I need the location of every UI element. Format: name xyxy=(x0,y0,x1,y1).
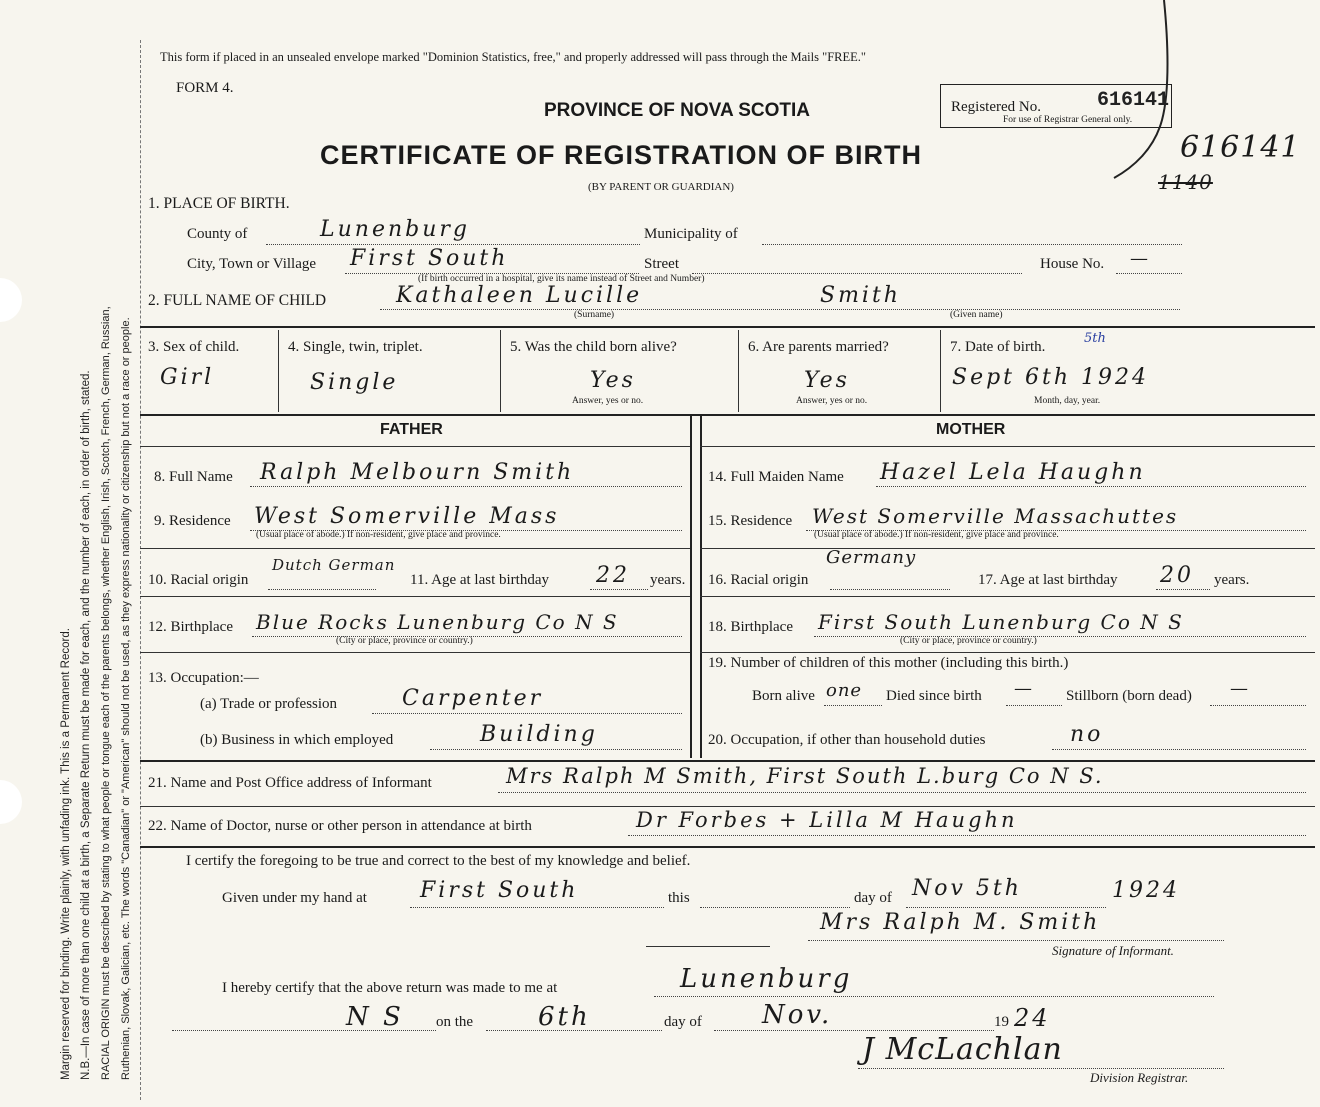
father-birthplace-caption: (City or place, province or country.) xyxy=(336,636,473,646)
father-residence-caption: (Usual place of abode.) If non-resident, give place and province. xyxy=(256,530,501,540)
mother-residence-label: 15. Residence xyxy=(708,513,793,529)
registrar-note: For use of Registrar General only. xyxy=(1003,115,1133,125)
mother-name-value: Hazel Lela Haughn xyxy=(880,460,1146,485)
house-label: House No. xyxy=(1040,256,1105,272)
father-occupation-label: 13. Occupation:— xyxy=(148,670,259,686)
sex-value: Girl xyxy=(160,365,215,390)
died-value: — xyxy=(1014,678,1035,699)
parents-bottom-divider xyxy=(140,760,1315,762)
mother-residence-value: West Somerville Massachuttes xyxy=(812,504,1179,528)
child-name-label: 2. FULL NAME OF CHILD xyxy=(148,292,327,309)
mother-children-label: 19. Number of children of this mother (including this birth.) xyxy=(708,655,1069,671)
father-trade-label: (a) Trade or profession xyxy=(200,696,338,712)
municipality-label: Municipality of xyxy=(644,226,738,242)
given-under-label: Given under my hand at xyxy=(222,890,367,906)
this-label: this xyxy=(668,890,690,906)
registrar-signature: J McLachlan xyxy=(862,1032,1063,1067)
registrar-year-prefix: 19 xyxy=(994,1014,1009,1030)
county-value: Lunenburg xyxy=(320,217,470,242)
house-value: — xyxy=(1130,248,1151,269)
pen-stroke xyxy=(1110,0,1190,180)
father-birthplace-value: Blue Rocks Lunenburg Co N S xyxy=(256,610,619,634)
registrar-day: 6th xyxy=(538,1002,591,1032)
document-title: CERTIFICATE OF REGISTRATION OF BIRTH xyxy=(320,140,922,170)
father-birthplace-label: 12. Birthplace xyxy=(148,619,233,635)
street-label: Street xyxy=(644,256,679,272)
mother-age-label: 17. Age at last birthday xyxy=(978,572,1118,588)
born-alive-value: one xyxy=(826,680,863,701)
racial-origin-note-2: Ruthenian, Slovak, Galician, etc. The words "Canadian" or "American" should not be used, as they express nationality or citizenship but not a race or people. xyxy=(120,317,132,1080)
doctor-value: Dr Forbes + Lilla M Haughn xyxy=(636,808,1018,832)
mother-heading: MOTHER xyxy=(936,421,1006,438)
mother-occupation-value: no xyxy=(1070,722,1104,747)
registrar-year: 24 xyxy=(1014,1004,1051,1032)
alive-label: 5. Was the child born alive? xyxy=(510,339,677,355)
mother-racial-label: 16. Racial origin xyxy=(708,572,809,588)
registered-label: Registered No. xyxy=(951,99,1041,115)
margin-note: Margin reserved for binding. Write plainly, with unfading ink. This is a Permanent Record. xyxy=(60,628,72,1080)
father-age-label: 11. Age at last birthday xyxy=(410,572,549,588)
informant-signature: Mrs Ralph M. Smith xyxy=(820,910,1101,935)
doctor-label: 22. Name of Doctor, nurse or other person in attendance at birth xyxy=(148,818,532,834)
registrar-statement: I hereby certify that the above return was made to me at xyxy=(222,980,558,996)
married-value: Yes xyxy=(804,368,850,393)
dob-correction: 5th xyxy=(1084,331,1106,346)
mother-birthplace-label: 18. Birthplace xyxy=(708,619,793,635)
certification-statement: I certify the foregoing to be true and correct to the best of my knowledge and belief. xyxy=(186,853,691,869)
registered-value: 616141 xyxy=(1097,89,1170,112)
mother-years-label: years. xyxy=(1214,572,1250,588)
given-caption: (Given name) xyxy=(950,310,1003,320)
informant-value: Mrs Ralph M Smith, First South L.burg Co N S. xyxy=(506,764,1104,788)
registered-hand-number: 616141 xyxy=(1180,130,1301,165)
given-day-value: Nov 5th xyxy=(912,876,1022,901)
hospital-note: (If birth occurred in a hospital, give its name instead of Street and Number) xyxy=(418,274,705,284)
stillborn-label: Stillborn (born dead) xyxy=(1066,688,1192,704)
married-caption: Answer, yes or no. xyxy=(796,396,868,406)
dob-caption: Month, day, year. xyxy=(1034,396,1101,406)
father-years-label: years. xyxy=(650,572,686,588)
father-business-label: (b) Business in which employed xyxy=(200,732,394,748)
father-residence-value: West Somerville Mass xyxy=(254,504,560,529)
died-label: Died since birth xyxy=(886,688,982,704)
father-racial-label: 10. Racial origin xyxy=(148,572,249,588)
place-of-birth-label: 1. PLACE OF BIRTH. xyxy=(148,195,290,212)
city-value: First South xyxy=(350,246,509,271)
mother-birthplace-caption: (City or place, province or country.) xyxy=(900,636,1037,646)
surname-caption: (Surname) xyxy=(574,310,615,320)
alive-caption: Answer, yes or no. xyxy=(572,396,644,406)
father-racial-value: Dutch German xyxy=(272,556,396,574)
registrar-caption: Division Registrar. xyxy=(1090,1070,1189,1085)
registrar-place: Lunenburg xyxy=(680,964,853,994)
plurality-label: 4. Single, twin, triplet. xyxy=(288,339,423,355)
father-residence-label: 9. Residence xyxy=(154,513,231,529)
married-label: 6. Are parents married? xyxy=(748,339,889,355)
form-left-border xyxy=(140,40,141,1100)
row-divider-bottom xyxy=(140,414,1315,416)
province-heading: PROVINCE OF NOVA SCOTIA xyxy=(544,100,811,121)
nb-note: N.B.—In case of more than one child at a birth, a Separate Return must be made for each, and the number of each, in order of birth, stated. xyxy=(80,370,92,1080)
binding-margin xyxy=(0,0,135,1107)
father-trade-value: Carpenter xyxy=(402,686,544,711)
father-name-label: 8. Full Name xyxy=(154,469,233,485)
father-name-value: Ralph Melbourn Smith xyxy=(260,460,575,485)
mother-residence-caption: (Usual place of abode.) If non-resident, give place and province. xyxy=(814,530,1059,540)
registered-hand-number-struck: 1140 xyxy=(1158,170,1213,194)
registrar-place-2: N S xyxy=(346,1002,404,1032)
dob-label: 7. Date of birth. xyxy=(950,339,1046,355)
county-label: County of xyxy=(187,226,248,242)
sex-label: 3. Sex of child. xyxy=(148,339,240,355)
stillborn-value: — xyxy=(1230,678,1251,699)
row-divider-top xyxy=(140,326,1315,328)
mail-notice: This form if placed in an unsealed envelope marked "Dominion Statistics, free," and properly addressed will pass through the Mails "FREE." xyxy=(160,50,867,64)
born-alive-label: Born alive xyxy=(752,688,815,704)
document-subtitle: (BY PARENT OR GUARDIAN) xyxy=(588,181,734,193)
city-label: City, Town or Village xyxy=(187,256,317,272)
dob-value: Sept 6th 1924 xyxy=(952,365,1149,390)
informant-label: 21. Name and Post Office address of Informant xyxy=(148,775,432,791)
father-heading: FATHER xyxy=(380,421,443,438)
father-business-value: Building xyxy=(480,722,598,747)
racial-origin-note: RACIAL ORIGIN must be described by stating to what people or tongue each of the parents belongs, whether English, Irish, Scotch, French, German, Russian, xyxy=(100,306,112,1080)
given-place-value: First South xyxy=(420,878,579,903)
on-the-label: on the xyxy=(436,1014,474,1030)
father-age-value: 22 xyxy=(596,563,630,588)
mother-name-label: 14. Full Maiden Name xyxy=(708,469,844,485)
alive-value: Yes xyxy=(590,368,636,393)
given-year-value: 1924 xyxy=(1112,878,1180,903)
form-number: FORM 4. xyxy=(176,80,234,96)
child-surname: Smith xyxy=(820,283,901,308)
mother-birthplace-value: First South Lunenburg Co N S xyxy=(818,610,1184,634)
day-of-label: day of xyxy=(854,890,892,906)
child-given-names: Kathaleen Lucille xyxy=(396,283,643,308)
mother-racial-value: Germany xyxy=(826,547,917,568)
informant-signature-caption: Signature of Informant. xyxy=(1052,943,1174,958)
registrar-month: Nov. xyxy=(762,1000,833,1030)
plurality-value: Single xyxy=(310,370,399,395)
mother-age-value: 20 xyxy=(1160,563,1194,588)
day-of-label-2: day of xyxy=(664,1014,702,1030)
mother-occupation-label: 20. Occupation, if other than household duties xyxy=(708,732,986,748)
